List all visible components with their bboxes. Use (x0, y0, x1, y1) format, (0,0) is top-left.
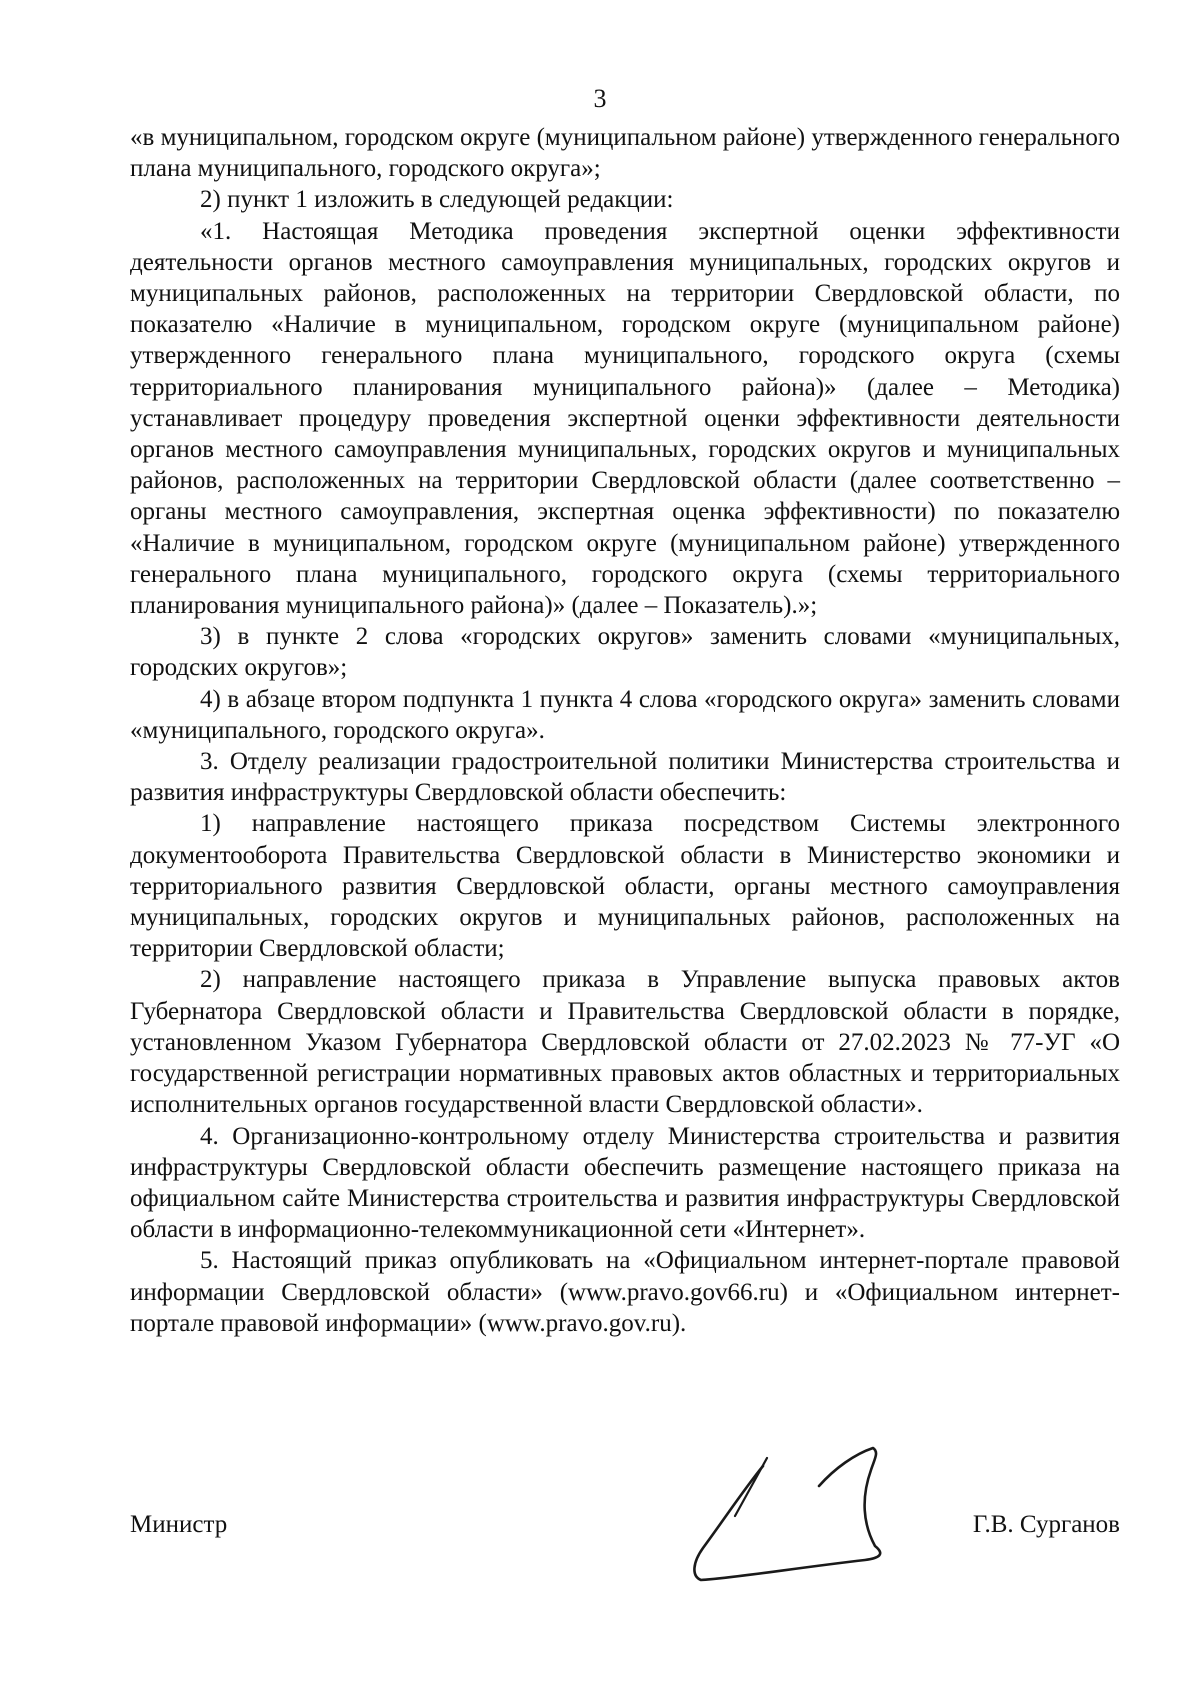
paragraph-9: 4. Организационно-контрольному отделу Министерства строительства и развития инфраструктуры Свердловской области обеспечить размещение настоящего приказа на официальном сайте Министерства строительства и развития инфраструктуры Свердловской области в информационно-телекоммуникационной сети «Интернет». (130, 1122, 1120, 1244)
paragraph-4: 3) в пункте 2 слова «городских округов» заменить словами «муниципальных, городских округов»; (130, 623, 1120, 682)
paragraph-10: 5. Настоящий приказ опубликовать на «Официальном интернет-портале правовой информации Свердловской области» (www.pravo.gov66.ru) и «Официальном интернет-портале правовой информации» (www.pravo.gov.ru). (130, 1247, 1120, 1337)
handwritten-signature (675, 1428, 935, 1618)
signatory-position: Министр (130, 1511, 228, 1538)
paragraph-8: 2) направление настоящего приказа в Управление выпуска правовых актов Губернатора Свердловской области и Правительства Свердловской области в порядке, установленном Указом Губернатора Свердловской области от 27.02.2023 № 77-УГ «О государственной регистрации нормативных правовых актов областных и территориальных исполнительных органов государственной власти Свердловской области». (130, 966, 1120, 1119)
paragraph-5: 4) в абзаце втором подпункта 1 пункта 4 слова «городского округа» заменить словами «муниципального, городского округа». (130, 685, 1120, 744)
paragraph-1: «в муниципальном, городском округе (муниципальном районе) утвержденного генерального плана муниципального, городского округа»; (130, 124, 1120, 183)
paragraph-7: 1) направление настоящего приказа посредством Системы электронного документооборота Правительства Свердловской области в Министерство экономики и территориального развития Свердловской области, органы местного самоуправления муниципальных, городских округов и муниципальных районов, расположенных на территории Свердловской области; (130, 810, 1120, 963)
page-number: 3 (593, 84, 607, 113)
paragraph-3: «1. Настоящая Методика проведения экспертной оценки эффективности деятельности органов местного самоуправления муниципальных, городских округов и муниципальных районов, расположенных на территории Свердловской области, по показателю «Наличие в муниципальном, городском округе (муниципальном районе) утвержденного генерального плана муниципального, городского округа (схемы территориального планирования муниципального района)» (далее – Методика) устанавливает процедуру проведения экспертной оценки эффективности деятельности органов местного самоуправления муниципальных, городских округов и муниципальных районов, расположенных на территории Свердловской области (далее соответственно – органы местного самоуправления, экспертная оценка эффективности) по показателю «Наличие в муниципальном, городском округе (муниципальном районе) утвержденного генерального плана муниципального, городского округа (схемы территориального планирования муниципального района)» (далее – Показатель).»; (130, 217, 1120, 620)
paragraph-6: 3. Отделу реализации градостроительной политики Министерства строительства и развития инфраструктуры Свердловской области обеспечить: (130, 748, 1120, 807)
signature-block (130, 1490, 1120, 1610)
document-body (130, 122, 1120, 1339)
signatory-name: Г.В. Сурганов (972, 1511, 1120, 1538)
paragraph-2: 2) пункт 1 изложить в следующей редакции: (200, 186, 674, 214)
